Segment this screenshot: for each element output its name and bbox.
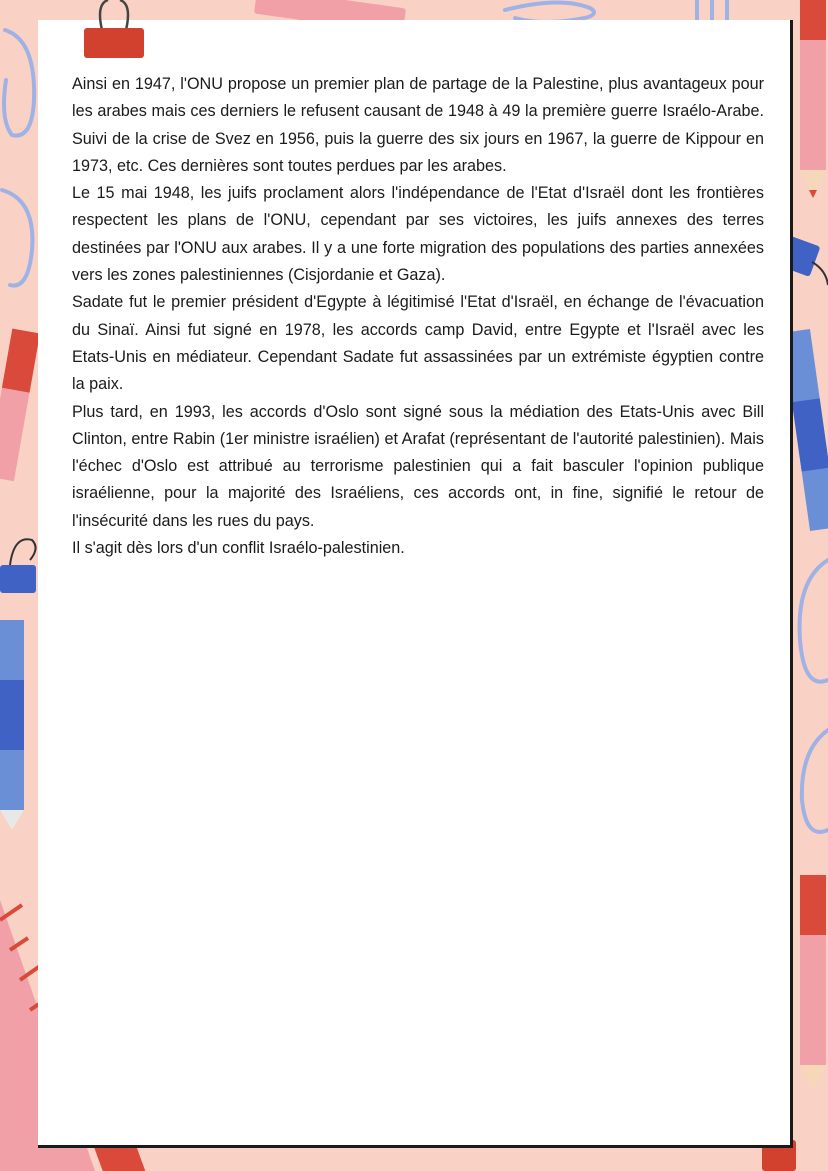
document-body — [72, 71, 764, 562]
pencil-icon — [800, 875, 826, 1090]
paragraph: Le 15 mai 1948, les juifs proclament alors l'indépendance de l'Etat d'Israël dont les frontières respectent les plans de l'ONU, cependant par ses victoires, les juifs annexes des terres destinées par l'ONU aux arabes. Il y a une forte migration des populations des parties annexées vers les zones palestiniennes (Cisjordanie et Gaza). — [72, 184, 764, 285]
pen-icon — [0, 620, 24, 830]
paragraph: Il s'agit dès lors d'un conflit Israélo-palestinien. — [72, 539, 405, 558]
binder-clip-icon — [0, 539, 36, 593]
paragraph: Sadate fut le premier président d'Egypte à légitimisé l'Etat d'Israël, en échange de l'évacuation du Sinaï. Ainsi fut signé en 1978, les accords camp David, entre Egypte et l'Israël avec les Etats-Unis en médiateur. Cependant Sadate fut assassinées par un extrémiste égyptien contre la paix. — [72, 293, 764, 394]
pencil-icon — [800, 0, 826, 198]
paragraph: Ainsi en 1947, l'ONU propose un premier plan de partage de la Palestine, plus avantageux pour les arabes mais ces derniers le refusent causant de 1948 à 49 la première guerre Israélo-Arabe. Suivi de la crise de Svez en 1956, puis la guerre des six jours en 1967, la guerre de Kippour en 1973, etc. Ces dernières sont toutes perdues par les arabes. — [72, 75, 764, 175]
pencil-icon — [0, 329, 40, 482]
paragraph: Plus tard, en 1993, les accords d'Oslo sont signé sous la médiation des Etats-Unis avec Bill Clinton, entre Rabin (1er ministre israélien) et Arafat (représentant de l'autorité palestinien). Mais l'échec d'Oslo est attribué au terrorisme palestinien qui a fait basculer l'opinion publique israélienne, pour la majorité des Israéliens, ces accords ont, in fine, signifié le retour de l'insécurité dans les rues du pays. — [72, 402, 764, 530]
binder-clip-icon — [80, 0, 150, 62]
paperclip-icon — [2, 30, 34, 286]
paperclip-icon — [505, 0, 727, 22]
document-page — [38, 20, 793, 1148]
